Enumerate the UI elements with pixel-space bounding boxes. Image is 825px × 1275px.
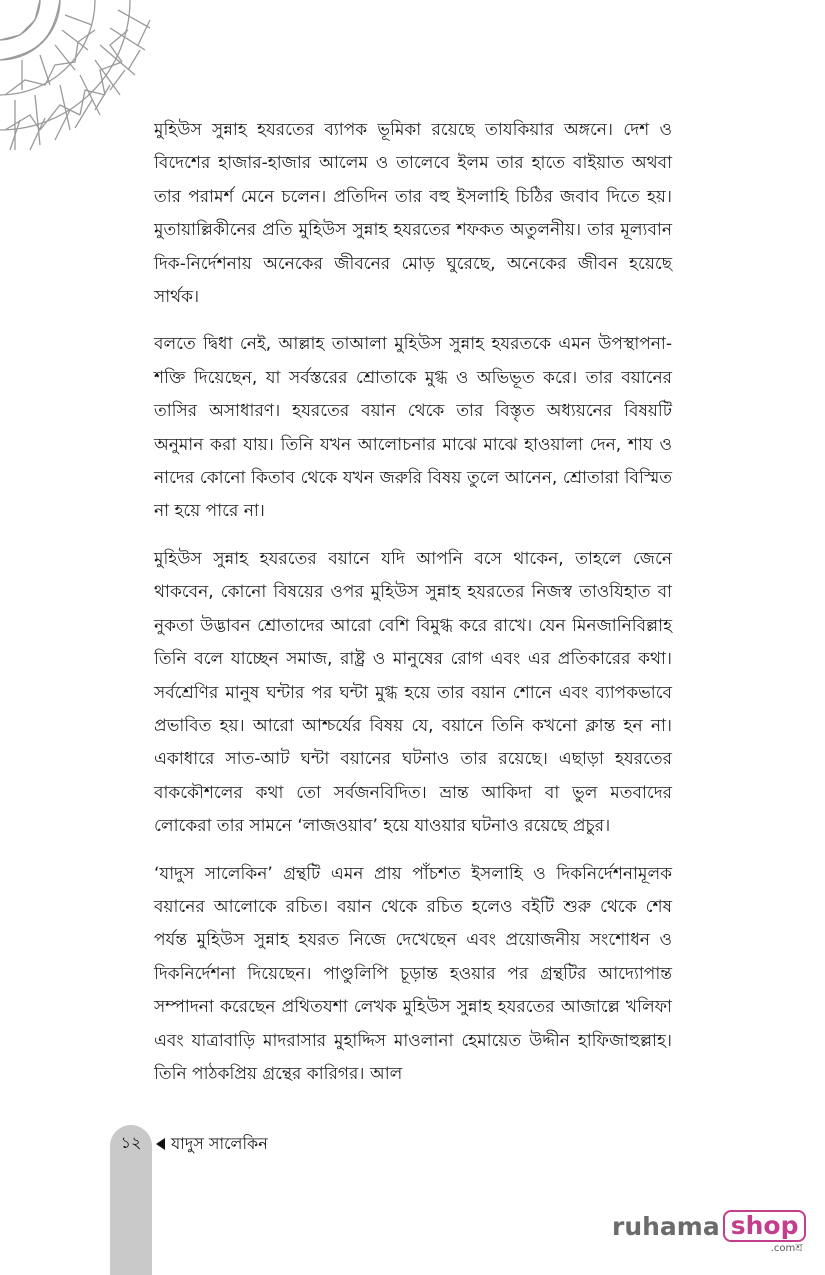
brand-domain: .comশ্র — [770, 1243, 803, 1254]
paragraph: মুহিউস সুন্নাহ হযরতের ব্যাপক ভূমিকা রয়েছে তাযকিয়ার অঙ্গনে। দেশ ও বিদেশের হাজার-হাজার আলেম ও তালেবে ইলম তার হাতে বাইয়াত অথবা তার পরামর্শ মেনে চলেন। প্রতিদিন তার বহু ইসলাহি চিঠির জবাব দিতে হয়। মুতায়াল্লিকীনের প্রতি মুহিউস সুন্নাহ হযরতের শফকত অতুলনীয়। তার মূল্যবান দিক-নির্দেশনায় অনেকের জীবনের মোড় ঘুরেছে, অনেকের জীবন হয়েছে সার্থক। — [154, 120, 672, 308]
page-number: ১২ — [120, 1132, 142, 1152]
body-text — [154, 114, 672, 1105]
running-title — [156, 1132, 268, 1156]
triangle-left-icon — [156, 1138, 165, 1150]
brand-shop-text: shop — [730, 1211, 799, 1240]
corner-ornament — [0, 0, 160, 160]
running-title-text: যাদুস সালেকিন — [171, 1133, 268, 1153]
brand-name-ruhama: ruhama — [612, 1212, 720, 1241]
brand-name-shop — [723, 1210, 807, 1254]
paragraph: ‘যাদুস সালেকিন’ গ্রন্থটি এমন প্রায় পাঁচশত ইসলাহি ও দিকনির্দেশনামূলক বয়ানের আলোকে রচিত। বয়ান থেকে রচিত হলেও বইটি শুরু থেকে শেষ পর্যন্ত মুহিউস সুন্নাহ হযরত নিজে দেখেছেন এবং প্রয়োজনীয় সংশোধন ও দিকনির্দেশনা দিয়েছেন। পাণ্ডুলিপি চূড়ান্ত হওয়ার পর গ্রন্থটির আদ্যোপান্ত সম্পাদনা করেছেন প্রথিতযশা লেখক মুহিউস সুন্নাহ হযরতের আজাল্লে খলিফা এবং যাত্রাবাড়ি মাদরাসার মুহাদ্দিস মাওলানা হেমায়েত উদ্দীন হাফিজাহুল্লাহ। তিনি পাঠকপ্রিয় গ্রন্থের কারিগর। আল — [154, 863, 672, 1084]
paragraph: বলতে দ্বিধা নেই, আল্লাহ তাআলা মুহিউস সুন্নাহ হযরতকে এমন উপস্থাপনা-শক্তি দিয়েছেন, যা সর্বস্তরের শ্রোতাকে মুগ্ধ ও অভিভূত করে। তার বয়ানের তাসির অসাধারণ। হযরতের বয়ান থেকে তার বিস্তৃত অধ্যয়নের বিষয়টি অনুমান করা যায়। তিনি যখন আলোচনার মাঝে মাঝে হাওয়ালা দেন, শায ও নাদের কোনো কিতাব থেকে যখন জরুরি বিষয় তুলে আনেন, শ্রোতারা বিস্মিত না হয়ে পারে না। — [154, 334, 672, 522]
paragraph: মুহিউস সুন্নাহ হযরতের বয়ানে যদি আপনি বসে থাকেন, তাহলে জেনে থাকবেন, কোনো বিষয়ের ওপর মুহিউস সুন্নাহ হযরতের নিজস্ব তাওযিহাত বা নুকতা উদ্ভাবন শ্রোতাদের আরো বেশি বিমুগ্ধ করে রাখে। যেন মিনজানিবিল্লাহ তিনি বলে যাচ্ছেন সমাজ, রাষ্ট্র ও মানুষের রোগ এবং এর প্রতিকারের কথা। সর্বশ্রেণির মানুষ ঘন্টার পর ঘন্টা মুগ্ধ হয়ে তার বয়ান শোনে এবং ব্যাপকভাবে প্রভাবিত হয়। আরো আশ্চর্যের বিষয় যে, বয়ানে তিনি কখনো ক্লান্ত হন না। একাধারে সাত-আট ঘন্টা বয়ানের ঘটনাও তার রয়েছে। এছাড়া হযরতের বাককৌশলের কথা তো সর্বজনবিদিত। ভ্রান্ত আকিদা বা ভুল মতবাদের লোকেরা তার সামনে ‘লাজওয়াব’ হয়ে যাওয়ার ঘটনাও রয়েছে প্রচুর। — [154, 548, 672, 837]
brand-logo — [612, 1210, 806, 1258]
